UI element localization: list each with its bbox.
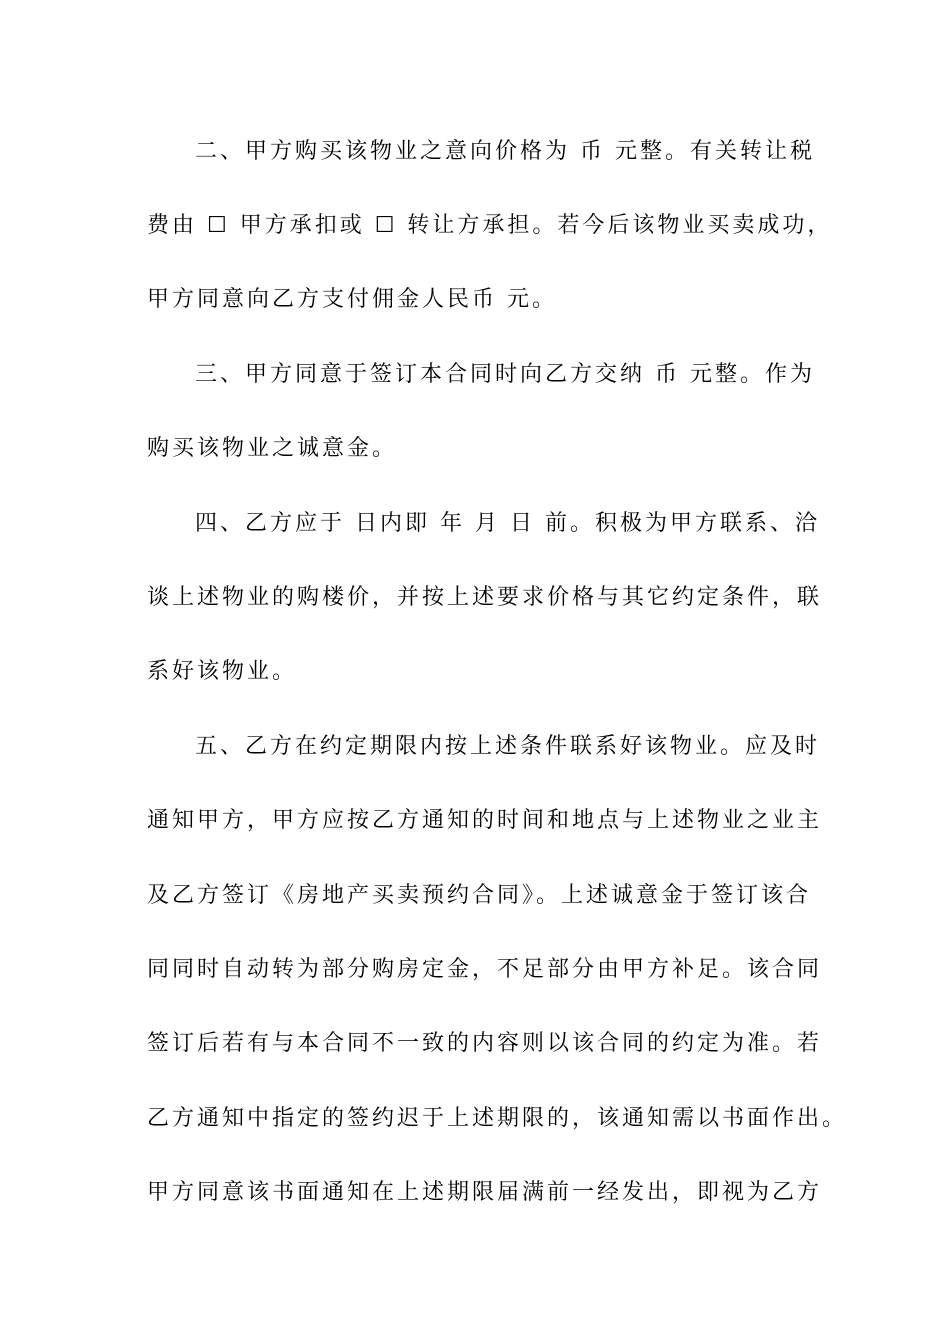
clause-4-line-1: 四、乙方应于 日内即 年 月 日 前。积极为甲方联系、洽 xyxy=(195,511,820,536)
clause-5-line-7: 甲方同意该书面通知在上述期限届满前一经发出，即视为乙方 xyxy=(147,1180,823,1205)
clause-5-line-1: 五、乙方在约定期限内按上述条件联系好该物业。应及时 xyxy=(195,734,821,759)
clause-2-line-2: 费由 ☐ 甲方承扣或 ☐ 转让方承担。若今后该物业买卖成功， xyxy=(147,213,833,238)
clause-2-line-3: 甲方同意向乙方支付佣金人民币 元。 xyxy=(147,287,557,312)
clause-5-line-6: 乙方通知中指定的签约迟于上述期限的，该通知需以书面作出。 xyxy=(147,1106,848,1131)
clause-4-line-2: 谈上述物业的购楼价，并按上述要求价格与其它约定条件，联 xyxy=(147,585,823,610)
clause-4-line-3: 系好该物业。 xyxy=(147,659,298,684)
clause-5-line-4: 同同时自动转为部分购房定金，不足部分由甲方补足。该合同 xyxy=(147,957,823,982)
clause-3-line-1: 三、甲方同意于签订本合同时向乙方交纳 币 元整。作为 xyxy=(195,362,815,387)
clause-5-line-2: 通知甲方，甲方应按乙方通知的时间和地点与上述物业之业主 xyxy=(147,808,823,833)
clause-3-line-2: 购买该物业之诚意金。 xyxy=(147,436,398,461)
clause-5-line-3: 及乙方签订《房地产买卖预约合同》。上述诚意金于签订该合 xyxy=(147,883,812,908)
clause-5-line-5: 签订后若有与本合同不一致的内容则以该合同的约定为准。若 xyxy=(147,1031,823,1056)
clause-2-line-1: 二、甲方购买该物业之意向价格为 币 元整。有关转让税 xyxy=(195,139,815,164)
